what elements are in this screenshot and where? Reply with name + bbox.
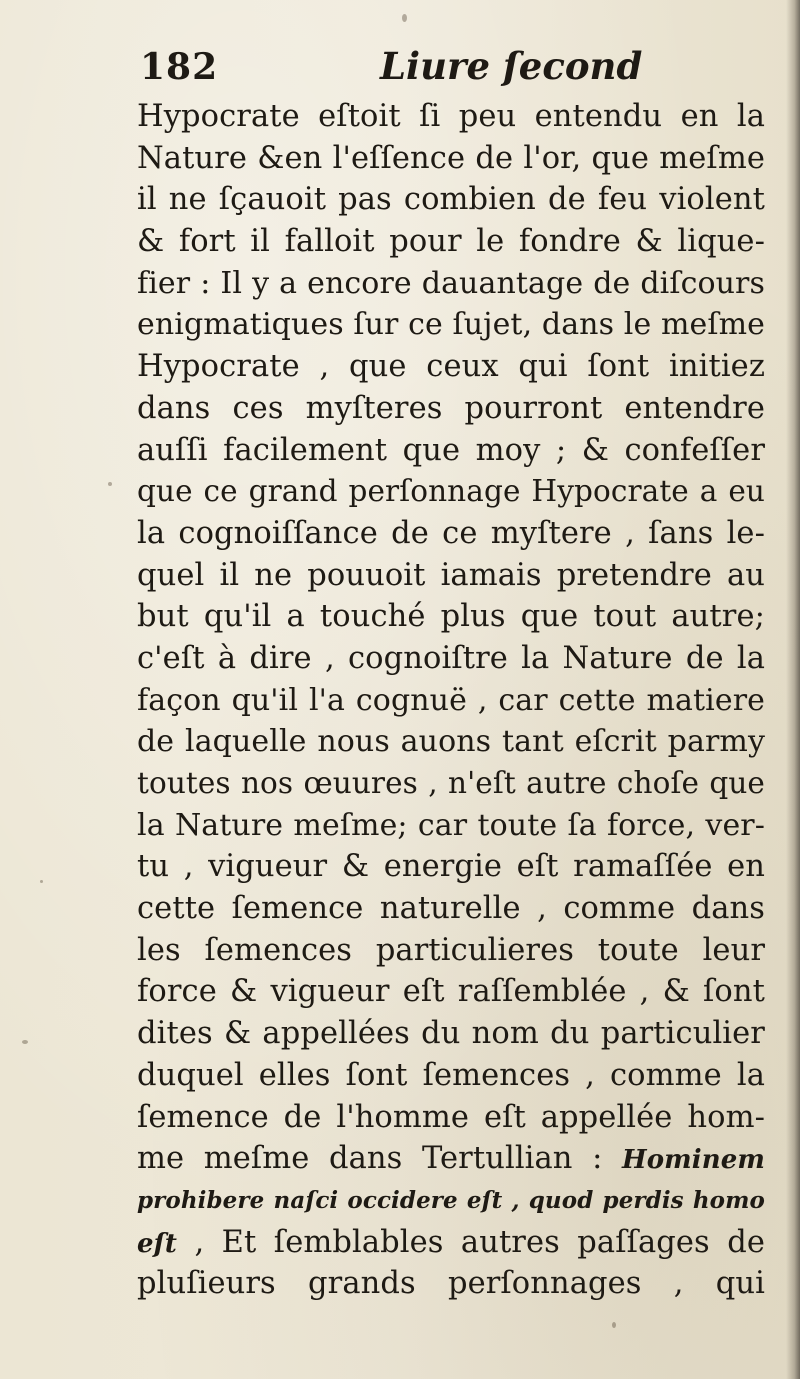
running-head: Liure ſecond [380, 44, 643, 88]
text-line: quel il ne pouuoit iamais pretendre au [137, 557, 765, 593]
text-line: auſſi facilement que moy ; & confeſſer [137, 432, 765, 468]
text-line: & fort il falloit pour le fondre & lique- [137, 224, 765, 260]
text-line: il ne ſçauoit pas combien de feu violent [137, 182, 765, 218]
paper-speck [40, 880, 43, 883]
text-line: la Nature meſme; car toute ſa force, ver- [137, 807, 765, 843]
text-line: dites & appellées du nom du particulier [137, 1016, 765, 1052]
text-line: toutes nos œuures , n'eſt autre choſe que [137, 766, 765, 800]
latin-quote-line: prohibere naſci occidere eſt , quod perdis homo [137, 1186, 765, 1214]
text-line: dans ces myſteres pourront entendre [137, 390, 765, 426]
text-segment: , Et ſemblables autres paſſages de [177, 1224, 765, 1260]
text-line: les ſemences particulieres toute leur [137, 932, 765, 968]
text-line: but qu'il a touché plus que tout autre; [137, 599, 765, 635]
page-edge-shadow [786, 0, 800, 1379]
latin-quote: Hominem [622, 1145, 765, 1176]
text-line: pluſieurs grands perſonnages , qui [137, 1266, 765, 1302]
text-line: la cognoiſſance de ce myſtere , ſans le- [137, 515, 765, 551]
text-line: enigmatiques ſur ce ſujet, dans le meſme [137, 307, 765, 343]
text-line: de laquelle nous auons tant eſcrit parmy [137, 724, 765, 760]
paper-speck [402, 14, 407, 22]
page-header [140, 44, 770, 94]
text-line: fier : Il y a encore dauantage de diſcours [137, 265, 765, 301]
text-line: force & vigueur eſt raſſemblée , & ſont [137, 974, 765, 1010]
text-line: façon qu'il l'a cognuë , car cette matiere [137, 682, 765, 718]
paper-speck [108, 482, 112, 486]
body-text [137, 96, 765, 1305]
latin-quote: eſt [137, 1228, 178, 1259]
page-number: 182 [140, 46, 219, 88]
paper-speck [22, 1040, 28, 1044]
paper-speck [612, 1322, 616, 1328]
text-line: duquel elles ſont ſemences , comme la [137, 1057, 765, 1093]
text-line: tu , vigueur & energie eſt ramaſſée en [137, 849, 765, 885]
text-line: Nature &en l'eſſence de l'or, que meſme [137, 140, 765, 176]
text-line-mixed [137, 1138, 765, 1180]
text-line: c'eſt à dire , cognoiſtre la Nature de la [137, 640, 765, 676]
text-segment: me meſme dans Tertullian : [137, 1141, 623, 1177]
text-line-mixed [137, 1222, 765, 1264]
text-line: Hypocrate , que ceux qui ſont initiez [137, 349, 765, 385]
text-line: que ce grand perſonnage Hypocrate a eu [137, 474, 765, 509]
text-line: cette ſemence naturelle , comme dans [137, 891, 765, 927]
text-line: Hypocrate eſtoit ſi peu entendu en la [137, 99, 765, 134]
text-line: ſemence de l'homme eſt appellée hom- [137, 1099, 765, 1135]
